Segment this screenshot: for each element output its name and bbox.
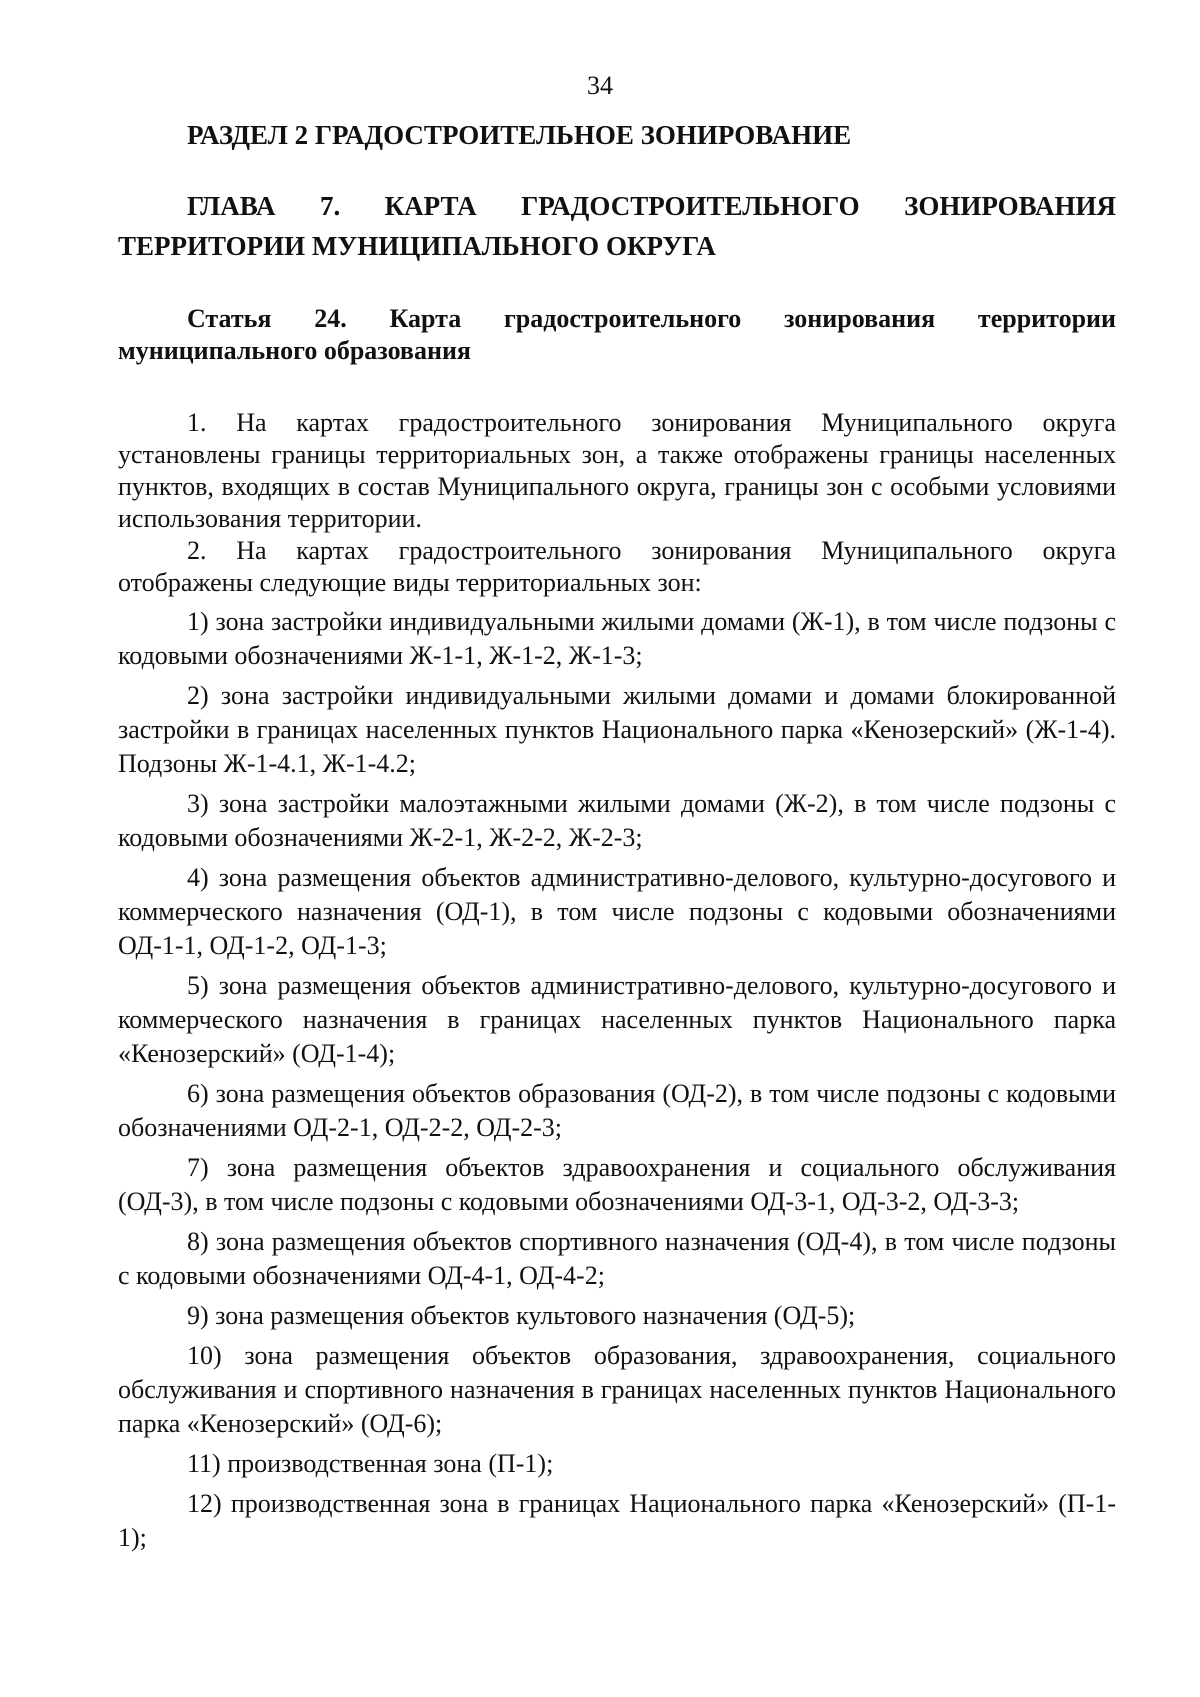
list-item: 11) производственная зона (П-1); (187, 1449, 554, 1478)
list-item: 5) зона размещения объектов административно-делового, культурно-досугового и коммерческого назначения в границах населенных пунктов Национального парка «Кенозерский» (ОД-1-4); (118, 971, 1116, 1068)
list-item: 1) зона застройки индивидуальными жилыми домами (Ж-1), в том числе подзоны с кодовыми обозначениями Ж-1-1, Ж-1-2, Ж-1-3; (118, 607, 1116, 670)
paragraph: 2. На картах градостроительного зонирования Муниципального округа отображены следующие виды территориальных зон: (118, 536, 1116, 597)
page-number: 34 (587, 71, 613, 100)
list-item: 2) зона застройки индивидуальными жилыми домами и домами блокированной застройки в границах населенных пунктов Национального парка «Кенозерский» (Ж-1-4). Подзоны Ж-1-4.1, Ж-1-4.2; (118, 681, 1116, 778)
list-item: 12) производственная зона в границах Национального парка «Кенозерский» (П-1-1); (118, 1489, 1116, 1552)
list-item: 8) зона размещения объектов спортивного назначения (ОД-4), в том числе подзоны с кодовыми обозначениями ОД-4-1, ОД-4-2; (118, 1227, 1116, 1290)
paragraph: 1. На картах градостроительного зонирования Муниципального округа установлены границы территориальных зон, а также отображены границы населенных пунктов, входящих в состав Муниципального округа, границы зон с особыми условиями использования территории. (118, 408, 1116, 533)
chapter-title: ГЛАВА 7. КАРТА ГРАДОСТРОИТЕЛЬНОГО ЗОНИРОВАНИЯ ТЕРРИТОРИИ МУНИЦИПАЛЬНОГО ОКРУГА (118, 191, 1116, 261)
article-title: Статья 24. Карта градостроительного зонирования территории муниципального образования (118, 304, 1116, 365)
page-content (118, 118, 1116, 1561)
section-title: РАЗДЕЛ 2 ГРАДОСТРОИТЕЛЬНОЕ ЗОНИРОВАНИЕ (187, 120, 852, 150)
list-item: 9) зона размещения объектов культового назначения (ОД-5); (187, 1301, 856, 1330)
list-item: 10) зона размещения объектов образования, здравоохранения, социального обслуживания и спортивного назначения в границах населенных пунктов Национального парка «Кенозерский» (ОД-6); (118, 1341, 1116, 1438)
list-item: 4) зона размещения объектов административно-делового, культурно-досугового и коммерческого назначения (ОД-1), в том числе подзоны с кодовыми обозначениями ОД-1-1, ОД-1-2, ОД-1-3; (118, 863, 1116, 960)
list-item: 7) зона размещения объектов здравоохранения и социального обслуживания (ОД-3), в том числе подзоны с кодовыми обозначениями ОД-3-1, ОД-3-2, ОД-3-3; (118, 1153, 1116, 1216)
list-item: 6) зона размещения объектов образования (ОД-2), в том числе подзоны с кодовыми обозначениями ОД-2-1, ОД-2-2, ОД-2-3; (118, 1079, 1116, 1142)
list-item: 3) зона застройки малоэтажными жилыми домами (Ж-2), в том числе подзоны с кодовыми обозначениями Ж-2-1, Ж-2-2, Ж-2-3; (118, 789, 1116, 852)
